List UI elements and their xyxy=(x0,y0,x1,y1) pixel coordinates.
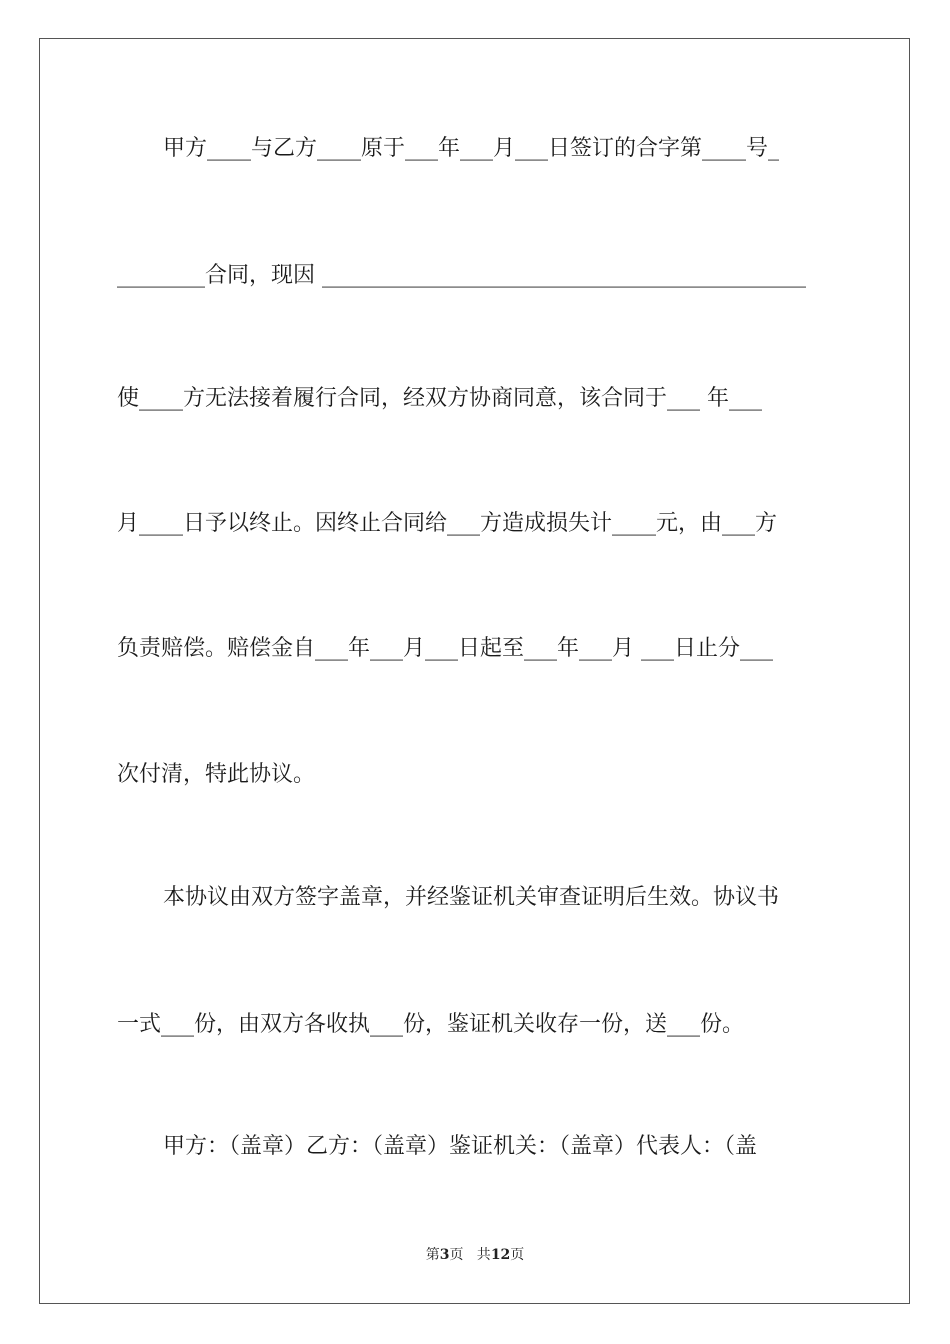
paragraph-1-line-4: 月____日予以终止。因终止合同给___方造成损失计____元，由___方 xyxy=(117,511,778,536)
paragraph-2-line-1: 本协议由双方签字盖章，并经鉴证机关审查证明后生效。协议书 xyxy=(163,885,780,910)
current-page-number: 3 xyxy=(439,1247,450,1263)
paragraph-1-line-5: 负责赔偿。赔偿金自___年___月___日起至___年___月 ___日止分___ xyxy=(117,636,773,661)
page-number-footer xyxy=(0,1245,950,1265)
total-page-number: 12 xyxy=(490,1247,511,1263)
paragraph-1-line-2: ________合同，现因 ____________________________________________ xyxy=(117,263,806,288)
paragraph-1-line-6: 次付清，特此协议。 xyxy=(117,762,316,787)
paragraph-1-line-1: 甲方____与乙方____原于___年___月___日签订的合字第____号_ xyxy=(163,136,780,161)
page-border xyxy=(39,38,910,1304)
footer-suffix: 页 xyxy=(510,1247,525,1263)
paragraph-2-line-2: 一式___份，由双方各收执___份，鉴证机关收存一份，送___份。 xyxy=(117,1012,745,1037)
footer-mid: 页 共 xyxy=(449,1247,491,1263)
paragraph-1-line-3: 使____方无法接着履行合同，经双方协商同意，该合同于___ 年___ xyxy=(117,386,762,411)
footer-prefix: 第 xyxy=(425,1247,440,1263)
signature-line: 甲方：（盖章）乙方：（盖章）鉴证机关：（盖章）代表人：（盖 xyxy=(163,1134,758,1159)
